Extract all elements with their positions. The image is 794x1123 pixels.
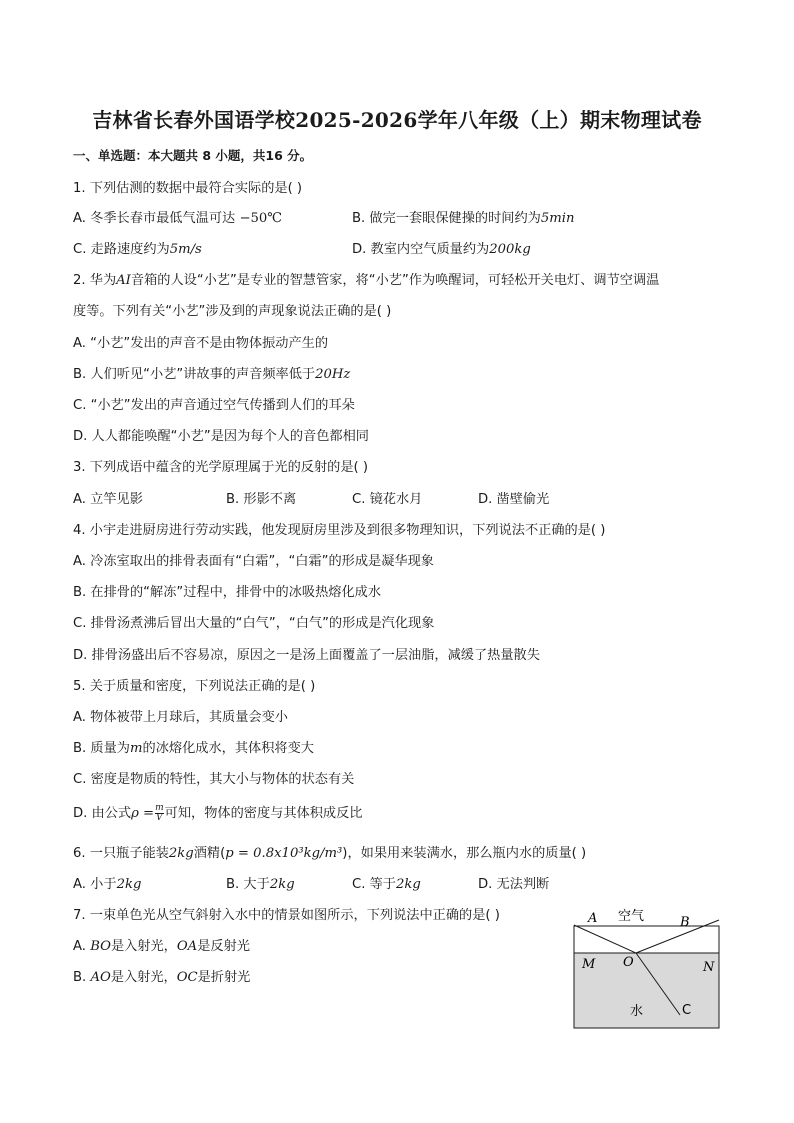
option-text: 是反射光	[197, 939, 250, 954]
option-value: 5m/s	[169, 242, 202, 257]
option-text: B. 大于	[226, 877, 270, 892]
question-1-stem: 1. 下列估测的数据中最符合实际的是( )	[73, 181, 303, 196]
q1-option-d	[352, 238, 531, 257]
q2-option-c: C. “小艺”发出的声音通过空气传播到人们的耳朵	[73, 398, 355, 413]
option-value: 2kg	[269, 877, 295, 892]
q4-option-d: D. 排骨汤盛出后不容易凉，原因之一是汤上面覆盖了一层油脂，减缓了热量散失	[73, 648, 540, 663]
stem-text: )，如果用来装满水，那么瓶内水的质量( )	[342, 846, 587, 861]
label-a: A	[588, 911, 598, 926]
refraction-diagram	[560, 898, 730, 1036]
q1-option-a	[73, 207, 282, 226]
option-math: OA	[176, 939, 198, 954]
question-3-stem: 3. 下列成语中蕴含的光学原理属于光的反射的是( )	[73, 460, 369, 475]
label-c: C	[682, 1003, 692, 1018]
section-heading: 一、单选题：本大题共 8 小题，共16 分。	[73, 148, 313, 163]
formula-rho: ρ =	[131, 806, 155, 821]
label-air: 空气	[618, 909, 645, 924]
option-text: D. 教室内空气质量约为	[352, 242, 490, 257]
label-water: 水	[630, 1004, 644, 1019]
formula-fraction	[155, 804, 164, 823]
label-o: O	[623, 955, 634, 970]
q2-option-d: D. 人人都能唤醒“小艺”是因为每个人的音色都相同	[73, 429, 369, 444]
exam-title: 吉林省长春外国语学校2025-2026学年八年级（上）期末物理试卷	[92, 108, 702, 132]
option-text: C. 等于	[352, 877, 396, 892]
q2-option-b	[73, 363, 350, 382]
option-text: C. 走路速度约为	[73, 242, 170, 257]
stem-math: AI	[116, 273, 131, 288]
q7-option-a	[73, 935, 250, 954]
option-value: 2kg	[116, 877, 142, 892]
option-value: 2kg	[395, 877, 421, 892]
label-m: M	[582, 957, 596, 972]
option-text: 是折射光	[197, 970, 251, 985]
fraction-denominator: V	[156, 812, 163, 823]
option-text: 是入射光，	[110, 970, 177, 985]
q5-option-d	[73, 802, 362, 823]
question-4-stem: 4. 小宇走进厨房进行劳动实践，他发现厨房里涉及到很多物理知识，下列说法不正确的是( )	[73, 523, 606, 538]
q1-option-b	[352, 207, 574, 226]
question-5-stem: 5. 关于质量和密度，下列说法正确的是( )	[73, 679, 316, 694]
q4-option-a: A. 冷冻室取出的排骨表面有“白霜”，“白霜”的形成是凝华现象	[73, 554, 434, 569]
q4-option-c: C. 排骨汤煮沸后冒出大量的“白气”，“白气”的形成是汽化现象	[73, 616, 435, 631]
q5-option-a: A. 物体被带上月球后，其质量会变小	[73, 710, 288, 725]
option-value: 20Hz	[315, 367, 351, 382]
water-region	[574, 953, 719, 1028]
q3-option-c: C. 镜花水月	[352, 492, 423, 507]
label-n: N	[703, 960, 715, 975]
stem-formula: p = 0.8x10³kg/m³	[225, 846, 343, 861]
option-text: 是入射光，	[110, 939, 177, 954]
stem-math: 2kg	[168, 846, 194, 861]
q2-option-a: A. “小艺”发出的声音不是由物体振动产生的	[73, 336, 329, 351]
q3-option-b: B. 形影不离	[226, 492, 297, 507]
fraction-numerator: m	[155, 802, 164, 813]
option-text: B.	[73, 970, 91, 985]
option-text: 的冰熔化成水，其体积将变大	[142, 741, 314, 756]
option-value: 5min	[540, 211, 575, 226]
label-b: B	[680, 915, 690, 930]
stem-text: 2. 华为	[73, 273, 117, 288]
option-text: B. 质量为	[73, 741, 130, 756]
option-value: 200kg	[489, 242, 531, 257]
question-6-stem	[73, 842, 586, 861]
option-value: −50℃	[239, 211, 283, 226]
q6-option-c	[352, 873, 421, 892]
q1-option-c	[73, 238, 202, 257]
question-2-stem	[73, 269, 659, 288]
question-2-stem-cont: 度等。下列有关“小艺”涉及到的声现象说法正确的是( )	[73, 304, 392, 319]
question-7-stem: 7. 一束单色光从空气斜射入水中的情景如图所示，下列说法中正确的是( )	[73, 908, 500, 923]
option-math: AO	[90, 970, 111, 985]
option-math: m	[130, 741, 143, 756]
stem-text: 酒精(	[193, 846, 226, 861]
q6-option-d: D. 无法判断	[478, 877, 550, 892]
q3-option-a: A. 立竿见影	[73, 492, 143, 507]
option-text: A. 冬季长春市最低气温可达	[73, 211, 240, 226]
q5-option-b	[73, 737, 314, 756]
q5-option-c: C. 密度是物质的特性，其大小与物体的状态有关	[73, 772, 355, 787]
stem-text: 音箱的人设“小艺”是专业的智慧管家，将“小艺”作为唤醒词，可轻松开关电灯、调节空调温	[130, 273, 660, 288]
option-text: B. 人们听见“小艺”讲故事的声音频率低于	[73, 367, 316, 382]
option-text: B. 做完一套眼保健操的时间约为	[352, 211, 541, 226]
q3-option-d: D. 凿壁偷光	[478, 492, 550, 507]
q6-option-a	[73, 873, 141, 892]
option-text: A. 小于	[73, 877, 117, 892]
q7-option-b	[73, 966, 250, 985]
option-math: BO	[90, 939, 111, 954]
option-text: D. 由公式	[73, 806, 132, 821]
q6-option-b	[226, 873, 295, 892]
q4-option-b: B. 在排骨的“解冻”过程中，排骨中的冰吸热熔化成水	[73, 585, 382, 600]
stem-text: 6. 一只瓶子能装	[73, 846, 169, 861]
option-math: OC	[176, 970, 198, 985]
option-text: 可知，物体的密度与其体积成反比	[164, 806, 363, 821]
option-text: A.	[73, 939, 91, 954]
